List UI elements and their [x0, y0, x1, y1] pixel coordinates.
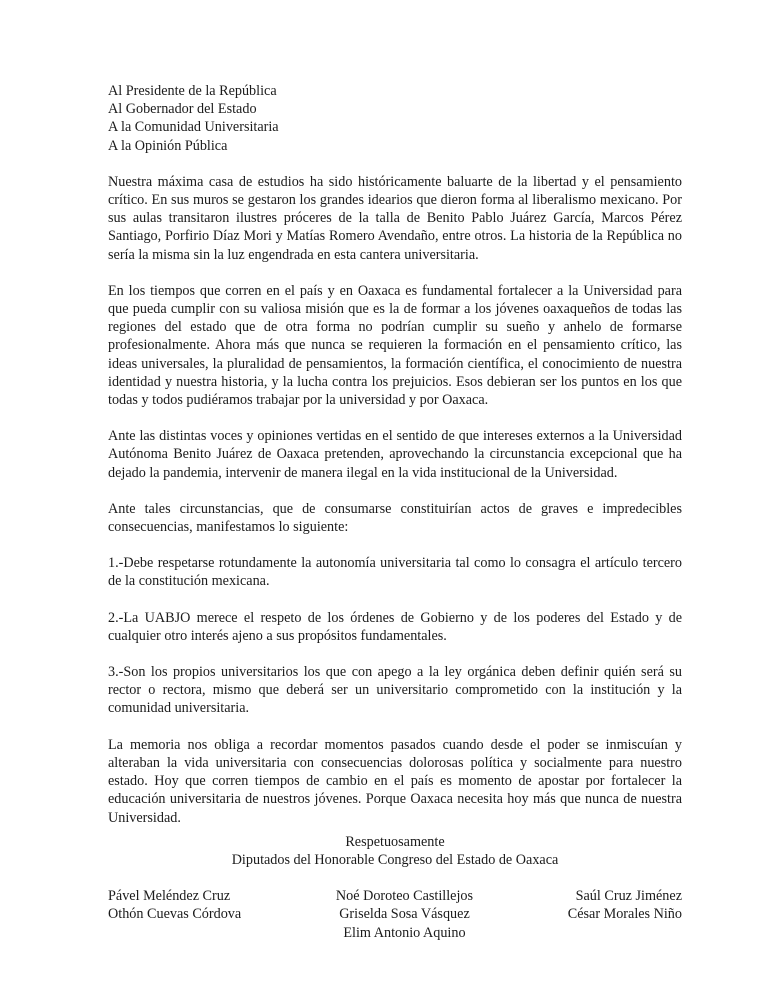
signature-block: [108, 887, 682, 942]
point-3: 3.-Son los propios universitarios los que con apego a la ley orgánica deben definir quién será su rector o rectora, mismo que deberá ser un universitario comprometido con la institución y la comunidad universitaria.: [108, 664, 682, 717]
signatures-right: [568, 887, 682, 942]
closing-salutation: Respetuosamente: [345, 833, 445, 850]
signatory-name: Elim Antonio Aquino: [343, 924, 466, 941]
paragraph-external-interests: Ante las distintas voces y opiniones vertidas en el sentido de que intereses externos a la Universidad Autónoma Benito Juárez de Oaxaca pretenden, aprovechando la circunstancia excepcional que ha dejado la pandemia, intervenir de manera ilegal en la vida institucional de la Universidad.: [108, 428, 682, 481]
signatory-name: Pável Meléndez Cruz: [108, 888, 231, 905]
addressee-line: A la Comunidad Universitaria: [108, 119, 279, 136]
signatures-left: [108, 887, 241, 942]
addressee-line: Al Presidente de la República: [108, 83, 277, 99]
addressee-block: [108, 82, 682, 155]
signatory-body: Diputados del Honorable Congreso del Estado de Oaxaca: [231, 851, 559, 868]
letter-document: [108, 82, 682, 942]
signatures-center: [336, 887, 473, 942]
closing-block: [108, 833, 682, 869]
signatory-name: Noé Doroteo Castillejos: [335, 888, 474, 905]
paragraph-memory: La memoria nos obliga a recordar momentos pasados cuando desde el poder se inmiscuían y alteraban la vida universitaria con consecuencias dolorosas política y socialmente para nuestro estado. Hoy que corren tiempos de cambio en el país es momento de apostar por fortalecer la educación universitaria de nuestros jóvenes. Porque Oaxaca necesita hoy más que nunca de nuestra Universidad.: [108, 736, 682, 826]
paragraph-history: Nuestra máxima casa de estudios ha sido históricamente baluarte de la libertad y el pensamiento crítico. En sus muros se gestaron los grandes idearios que dieron forma al liberalismo mexicano. Por sus aulas transitaron ilustres próceres de la talla de Benito Pablo Juárez García, Marcos Pérez Santiago, Porfirio Díaz Mori y Matías Romero Avendaño, entre otros. La historia de la República no sería la misma sin la luz engendrada en esta cantera universitaria.: [108, 173, 682, 263]
point-2: 2.-La UABJO merece el respeto de los órdenes de Gobierno y de los poderes del Estado y de cualquier otro interés ajeno a sus propósitos fundamentales.: [108, 609, 682, 644]
signatory-name: Othón Cuevas Córdova: [108, 906, 242, 923]
signatory-name: Griselda Sosa Vásquez: [339, 906, 470, 923]
paragraph-circumstances: Ante tales circunstancias, que de consumarse constituirían actos de graves e impredecibles consecuencias, manifestamos lo siguiente:: [108, 500, 682, 536]
addressee-line: A la Opinión Pública: [108, 137, 228, 154]
signatory-name: César Morales Niño: [567, 906, 682, 923]
paragraph-mission: En los tiempos que corren en el país y en Oaxaca es fundamental fortalecer a la Universidad para que pueda cumplir con su valiosa misión que es la de formar a los jóvenes oaxaqueños de todas las regiones del estado que de otra forma no podrían cumplir su sueño y anhelo de formarse profesionalmente. Ahora más que nunca se requieren la formación en el pensamiento crítico, las ideas universales, la pluralidad de pensamientos, la formación científica, el conocimiento de nuestra identidad y nuestra historia, y la lucha contra los prejuicios. Esos debieran ser los puntos en los que todas y todos pudiéramos trabajar por la universidad y por Oaxaca.: [108, 282, 682, 409]
point-1: 1.-Debe respetarse rotundamente la autonomía universitaria tal como lo consagra el artículo tercero de la constitución mexicana.: [108, 555, 682, 590]
addressee-line: Al Gobernador del Estado: [108, 101, 257, 118]
signatory-name: Saúl Cruz Jiménez: [575, 888, 682, 905]
